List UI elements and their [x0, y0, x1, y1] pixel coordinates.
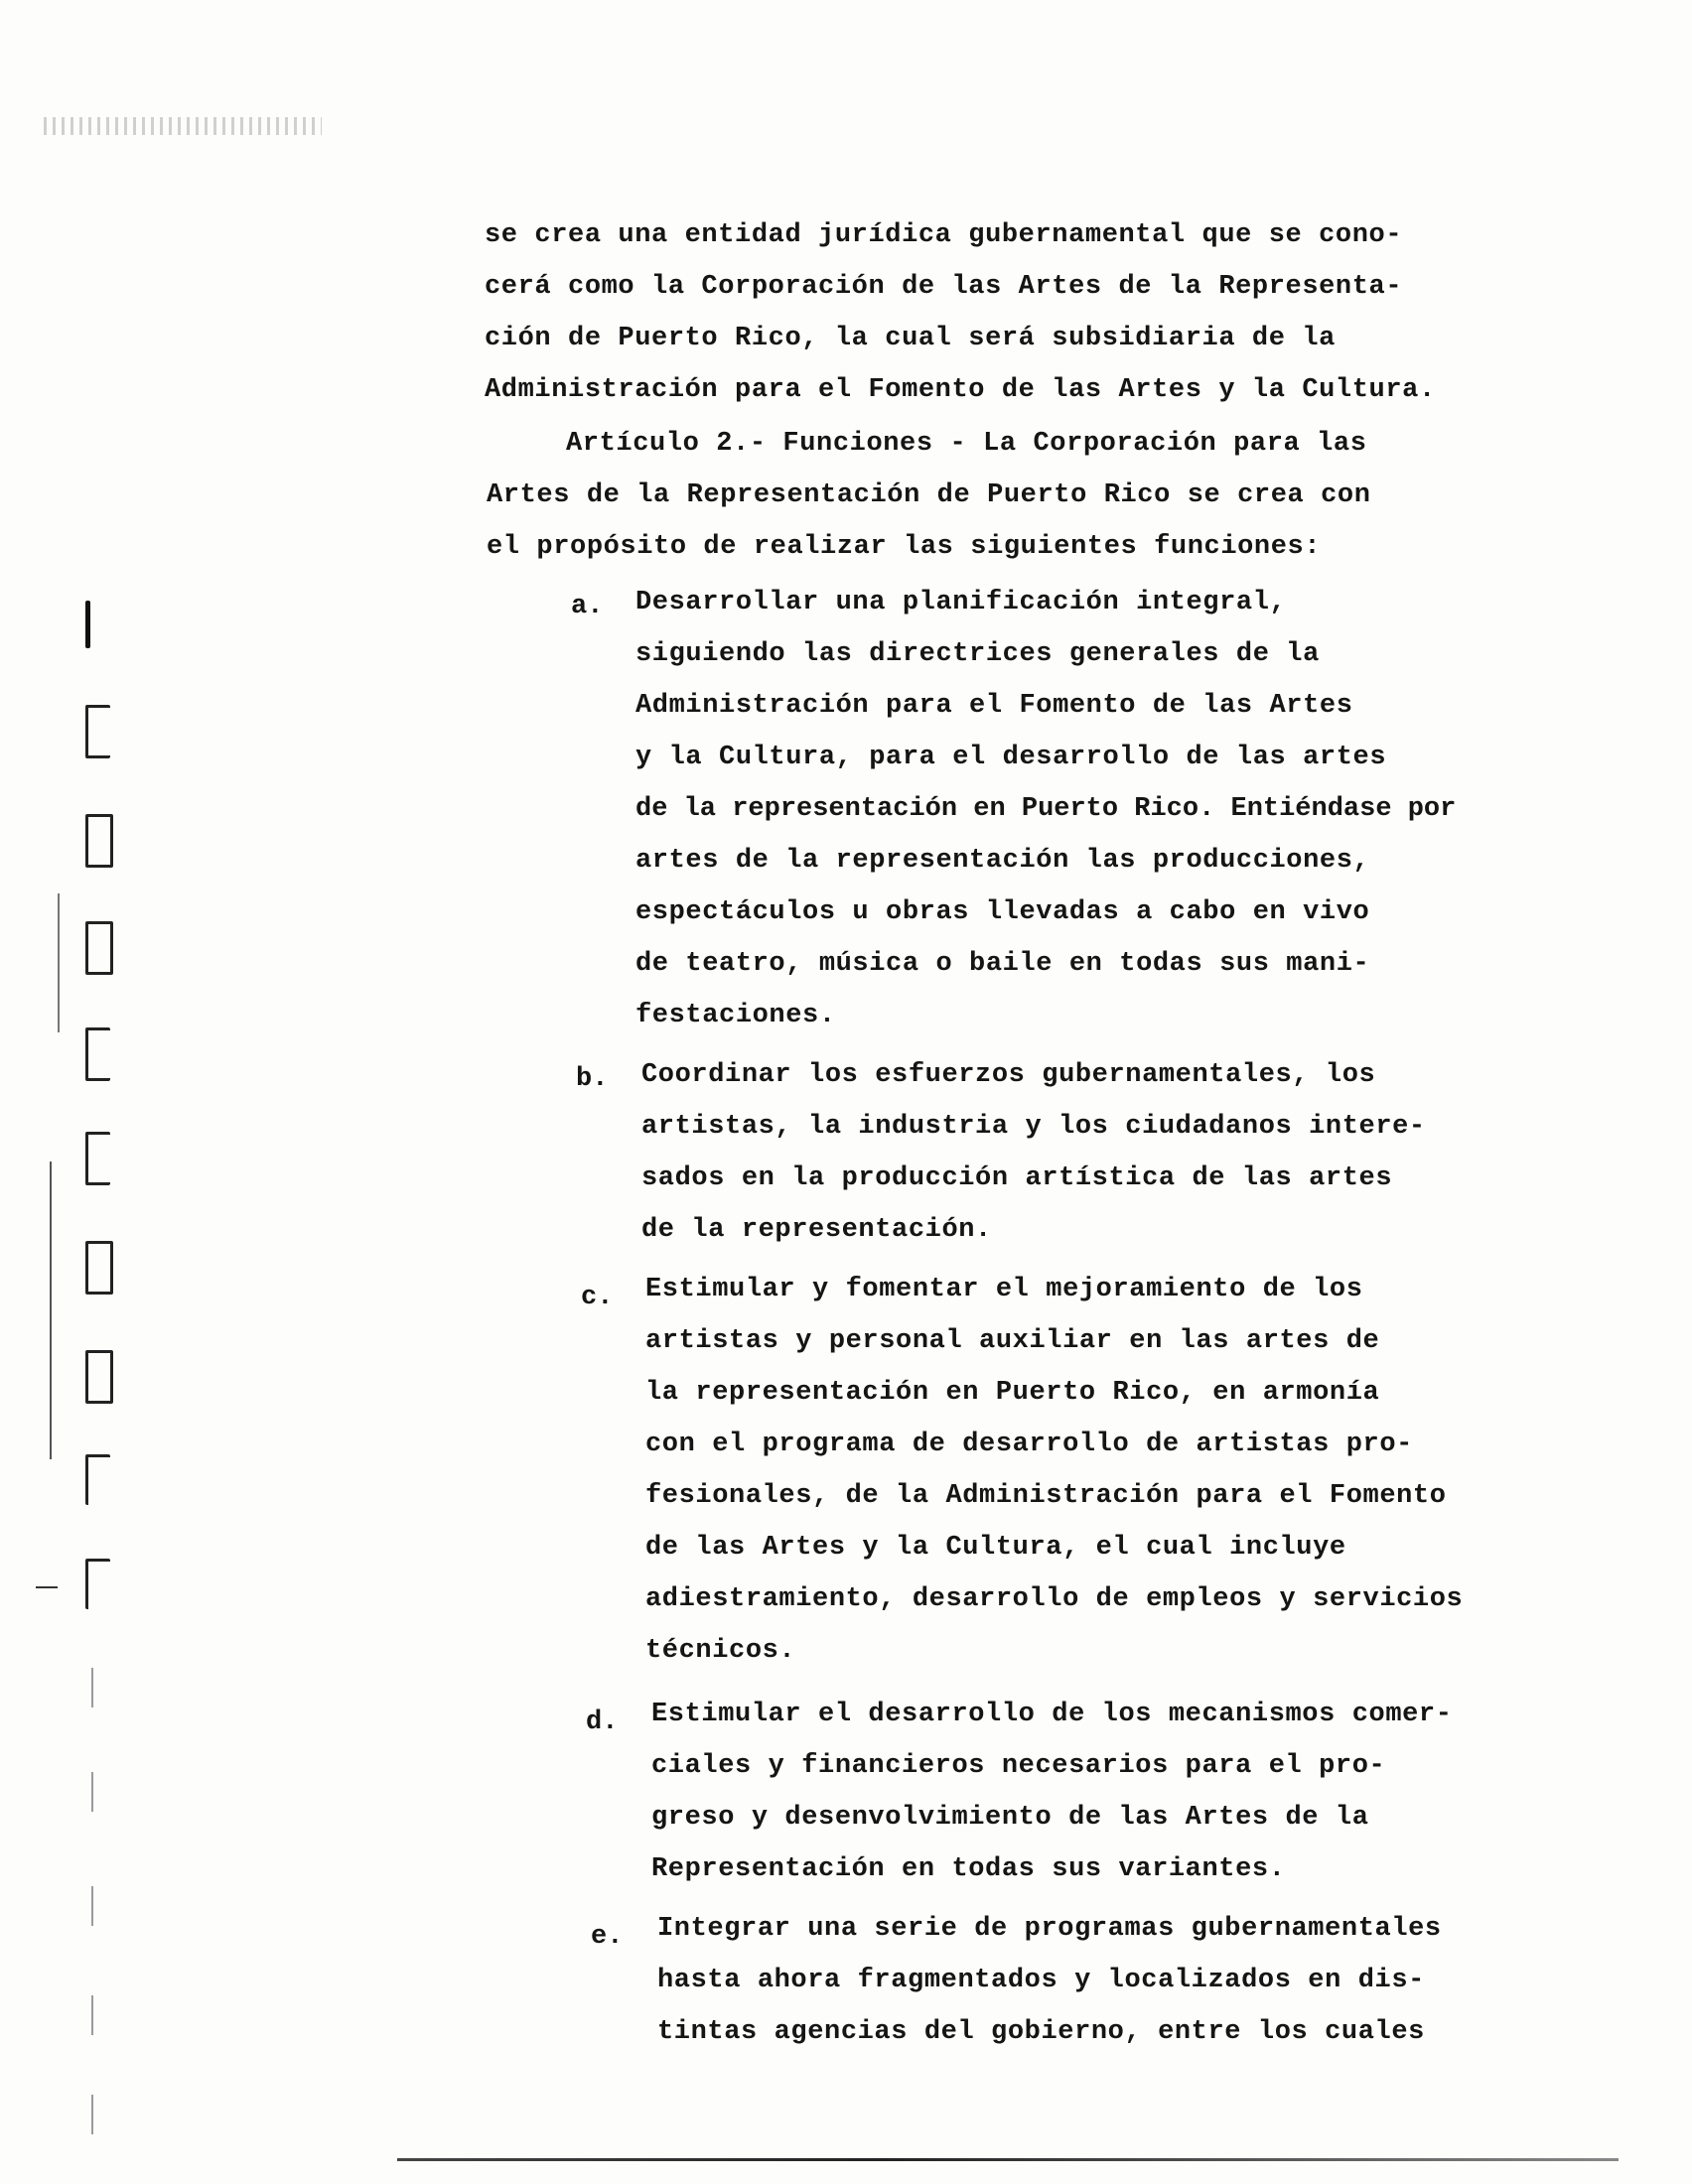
list-marker: c. — [581, 1283, 614, 1312]
list-item-line: adiestramiento, desarrollo de empleos y servicios — [645, 1584, 1464, 1614]
list-item-line: tintas agencias del gobierno, entre los cuales — [657, 2017, 1425, 2047]
list-item-line: artistas, la industria y los ciudadanos intere- — [641, 1112, 1426, 1142]
list-item-line: de las Artes y la Cultura, el cual incluye — [645, 1533, 1346, 1563]
list-item-line: siguiendo las directrices generales de la — [635, 639, 1320, 669]
body-line: cerá como la Corporación de las Artes de la Representa- — [485, 272, 1403, 302]
list-item-line: con el programa de desarrollo de artistas pro- — [645, 1430, 1413, 1459]
margin-tick-mark — [91, 1995, 93, 2035]
margin-vertical-line — [50, 1161, 52, 1459]
list-item-line: sados en la producción artística de las artes — [641, 1163, 1393, 1193]
list-marker: b. — [576, 1064, 609, 1094]
list-marker: d. — [586, 1707, 619, 1737]
margin-bracket-mark — [85, 1027, 110, 1081]
list-item-line: de la representación en Puerto Rico. Entiéndase por — [635, 794, 1457, 824]
list-item-line: Coordinar los esfuerzos gubernamentales, los — [641, 1060, 1376, 1090]
list-item-line: Desarrollar una planificación integral, — [635, 588, 1287, 617]
body-line: el propósito de realizar las siguientes funciones: — [487, 532, 1322, 562]
margin-bracket-mark — [85, 705, 110, 758]
margin-hook-mark — [85, 1559, 110, 1609]
list-item-line: fesionales, de la Administración para el Fomento — [645, 1481, 1447, 1511]
margin-dash-mark — [36, 1586, 58, 1588]
margin-box-mark — [85, 921, 113, 975]
list-item-line: hasta ahora fragmentados y localizados en dis- — [657, 1966, 1425, 1995]
list-marker: a. — [571, 592, 604, 621]
list-item-line: Representación en todas sus variantes. — [651, 1854, 1286, 1884]
bottom-rule — [397, 2158, 1619, 2161]
list-item-line: de la representación. — [641, 1215, 992, 1245]
list-item-line: técnicos. — [645, 1636, 796, 1666]
list-item-line: artes de la representación las producciones, — [635, 846, 1370, 876]
margin-vertical-line — [58, 893, 60, 1032]
faded-header-mark — [44, 117, 322, 135]
body-line: ción de Puerto Rico, la cual será subsidiaria de la — [485, 324, 1336, 353]
margin-box-mark — [85, 1350, 113, 1404]
margin-tick-mark — [91, 1886, 93, 1926]
margin-tick-mark — [91, 1772, 93, 1812]
list-item-line: Integrar una serie de programas gubernamentales — [657, 1914, 1442, 1944]
margin-tick-mark — [91, 1668, 93, 1707]
list-item-line: Estimular y fomentar el mejoramiento de los — [645, 1275, 1363, 1304]
list-item-line: y la Cultura, para el desarrollo de las artes — [635, 743, 1387, 772]
article-heading: Artículo 2.- Funciones - La Corporación para las — [566, 429, 1367, 459]
list-item-line: Administración para el Fomento de las Artes — [635, 691, 1353, 721]
body-line: Artes de la Representación de Puerto Rico se crea con — [487, 480, 1371, 510]
margin-bar-mark — [85, 601, 90, 648]
list-item-line: ciales y financieros necesarios para el pro- — [651, 1751, 1386, 1781]
margin-tick-mark — [91, 2095, 93, 2134]
list-item-line: greso y desenvolvimiento de las Artes de la — [651, 1803, 1369, 1833]
list-item-line: de teatro, música o baile en todas sus mani- — [635, 949, 1370, 979]
body-line: se crea una entidad jurídica gubernamental que se cono- — [485, 220, 1403, 250]
list-item-line: artistas y personal auxiliar en las artes de — [645, 1326, 1380, 1356]
margin-bracket-mark — [85, 1132, 110, 1185]
body-line: Administración para el Fomento de las Artes y la Cultura. — [485, 375, 1436, 405]
list-item-line: festaciones. — [635, 1001, 836, 1030]
margin-hook-mark — [85, 1454, 110, 1505]
list-marker: e. — [591, 1922, 624, 1952]
list-item-line: espectáculos u obras llevadas a cabo en vivo — [635, 897, 1370, 927]
margin-box-mark — [85, 814, 113, 868]
margin-box-mark — [85, 1241, 113, 1295]
list-item-line: la representación en Puerto Rico, en armonía — [645, 1378, 1380, 1408]
list-item-line: Estimular el desarrollo de los mecanismos comer- — [651, 1700, 1453, 1729]
